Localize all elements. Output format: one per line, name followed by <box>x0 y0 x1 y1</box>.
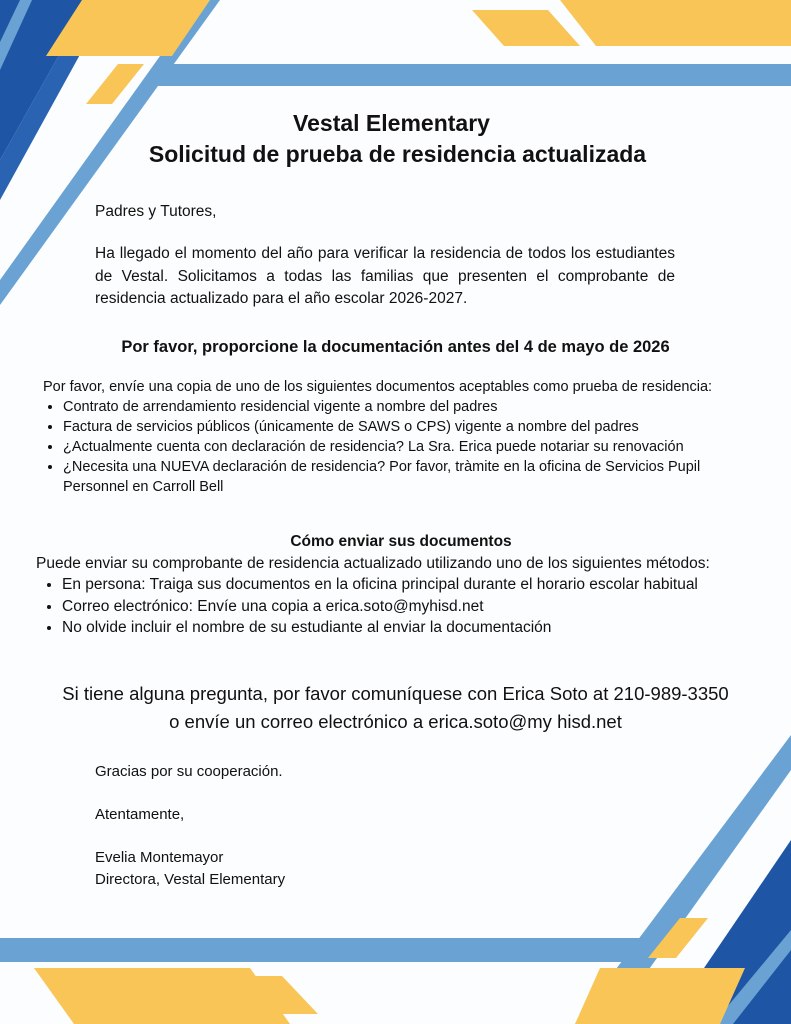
signer-name: Evelia Montemayor <box>95 849 224 866</box>
thanks-line: Gracias por su cooperación. <box>95 763 283 780</box>
list-item: • Factura de servicios públicos (únicamente de SAWS o CPS) vigente a nombre del padres <box>63 417 763 437</box>
sending-lead: Puede enviar su comprobante de residencia actualizado utilizando uno de los siguientes métodos: <box>36 554 710 572</box>
signoff: Atentamente, <box>95 806 185 823</box>
list-item: • Contrato de arrendamiento residencial vigente a nombre del padres <box>63 397 763 417</box>
closing-block <box>95 761 285 891</box>
contact-info <box>0 680 791 736</box>
list-item: • ¿Actualmente cuenta con declaración de residencia? La Sra. Erica puede notariar su renovación <box>63 437 763 457</box>
school-name: Vestal Elementary <box>293 110 490 136</box>
page-title: Solicitud de prueba de residencia actualizada <box>148 141 647 167</box>
intro-paragraph: Ha llegado el momento del año para verificar la residencia de todos los estudiantes de Vestal. Solicitamos a todas las familias que presenten el comprobante de residencia actualizado para el año escolar 2026-2027. <box>95 245 675 307</box>
documents-section <box>43 377 763 497</box>
section-heading: Cómo enviar sus documentos <box>290 533 512 550</box>
greeting: Padres y Tutores, <box>95 203 217 220</box>
list-item: • Correo electrónico: Envíe una copia a erica.soto@myhisd.net <box>62 596 776 618</box>
signer-role: Directora, Vestal Elementary <box>95 871 286 888</box>
contact-line: o envíe un correo electrónico a erica.soto@my hisd.net <box>169 711 622 732</box>
deadline-notice: Por favor, proporcione la documentación antes del 4 de mayo de 2026 <box>121 338 670 356</box>
contact-line: Si tiene alguna pregunta, por favor comuníquese con Erica Soto at 210-989-3350 <box>62 683 729 704</box>
list-item: • En persona: Traiga sus documentos en la oficina principal durante el horario escolar habitual <box>62 574 776 596</box>
documents-list <box>43 397 763 497</box>
sending-section <box>36 531 776 639</box>
list-item: • ¿Necesita una NUEVA declaración de residencia? Por favor, tràmite en la oficina de Servicios Pupil Personnel en Carroll Bell <box>63 457 763 497</box>
list-item: • No olvide incluir el nombre de su estudiante al enviar la documentación <box>62 617 776 639</box>
documents-lead: Por favor, envíe una copia de uno de los siguientes documentos aceptables como prueba de residencia: <box>43 379 713 395</box>
sending-methods-list <box>36 574 776 639</box>
